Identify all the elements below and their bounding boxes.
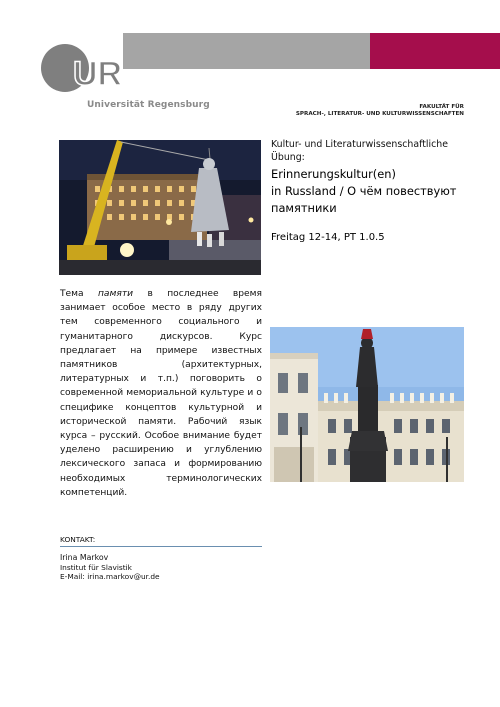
- contact-divider: [60, 546, 262, 547]
- course-description: [60, 287, 262, 500]
- university-name: Universität Regensburg: [87, 100, 210, 110]
- contact-label: KONTAKT:: [60, 535, 96, 544]
- course-title-line-3: памятники: [271, 201, 337, 215]
- course-title: [271, 166, 491, 217]
- course-subtitle: Kultur- und Literaturwissenschaftliche Übung:: [271, 139, 448, 163]
- faculty-line-1: FAKULTÄT FÜR: [419, 104, 464, 110]
- course-title-line-1: Erinnerungskultur(en): [271, 167, 396, 181]
- course-time: Freitag 12-14, PT 1.0.5: [271, 232, 385, 243]
- monument-photo: [270, 327, 464, 482]
- description-emphasis: памяти: [97, 289, 134, 299]
- header-gray-bar: [123, 33, 370, 69]
- description-lead: Тема: [60, 289, 98, 299]
- monument-removal-photo: [59, 140, 261, 275]
- description-body: в последнее время занимает особое место в ряду других тем современного социального и гуманитарного дискурсов. Курс предлагает на примере известных памятников (архитектурных, литературных и т.п.) поговорить о современной мемориальной культуре и о специфике концептов культурной и исторической памяти. Рабочий язык курса – русский. Особое внимание будет уделено расширению и углублению лексического запаса и формированию необходимых терминологических компетенций.: [60, 289, 262, 498]
- contact-institute: Institut für Slavistik: [60, 563, 132, 572]
- university-logo: [40, 43, 123, 97]
- faculty-line-2: SPRACH-, LITERATUR- UND KULTURWISSENSCHAFTEN: [295, 111, 464, 117]
- logo-text: UR: [73, 55, 123, 93]
- contact-email[interactable]: E-Mail: irina.markov@ur.de: [60, 572, 160, 581]
- faculty-name: [296, 104, 464, 118]
- course-title-line-2: in Russland / О чём повествуют: [271, 184, 457, 198]
- contact-name: Irina Markov: [60, 553, 109, 562]
- header-red-bar: [370, 33, 500, 69]
